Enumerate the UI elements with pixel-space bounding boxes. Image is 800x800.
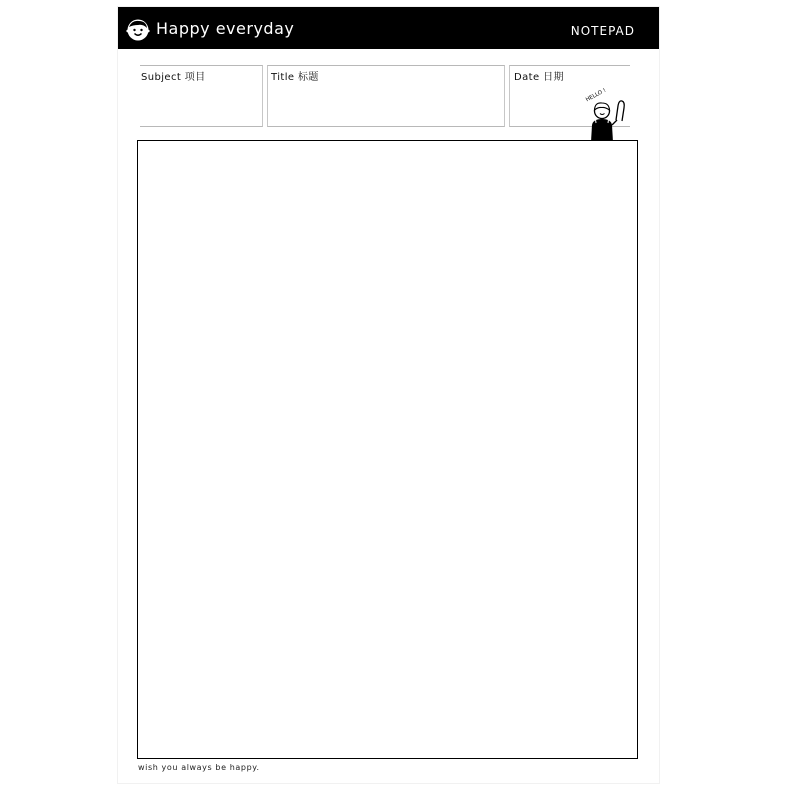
notepad-tag: NOTEPAD [570,24,635,38]
title-field[interactable] [267,65,505,127]
hello-speech-text: HELLO ! [584,87,608,104]
brand-title: Happy everyday [156,19,295,38]
subject-label: Subject 项目 [141,72,206,83]
header-bar [118,7,659,49]
title-label: Title 标题 [271,72,319,83]
waving-person-icon [579,84,635,142]
smiley-face-icon [126,18,150,42]
footer-message: wish you always be happy. [138,763,260,772]
date-label: Date 日期 [514,72,564,83]
notepad-sheet [118,7,659,783]
subject-field[interactable] [140,65,263,127]
writing-area[interactable] [137,140,638,759]
